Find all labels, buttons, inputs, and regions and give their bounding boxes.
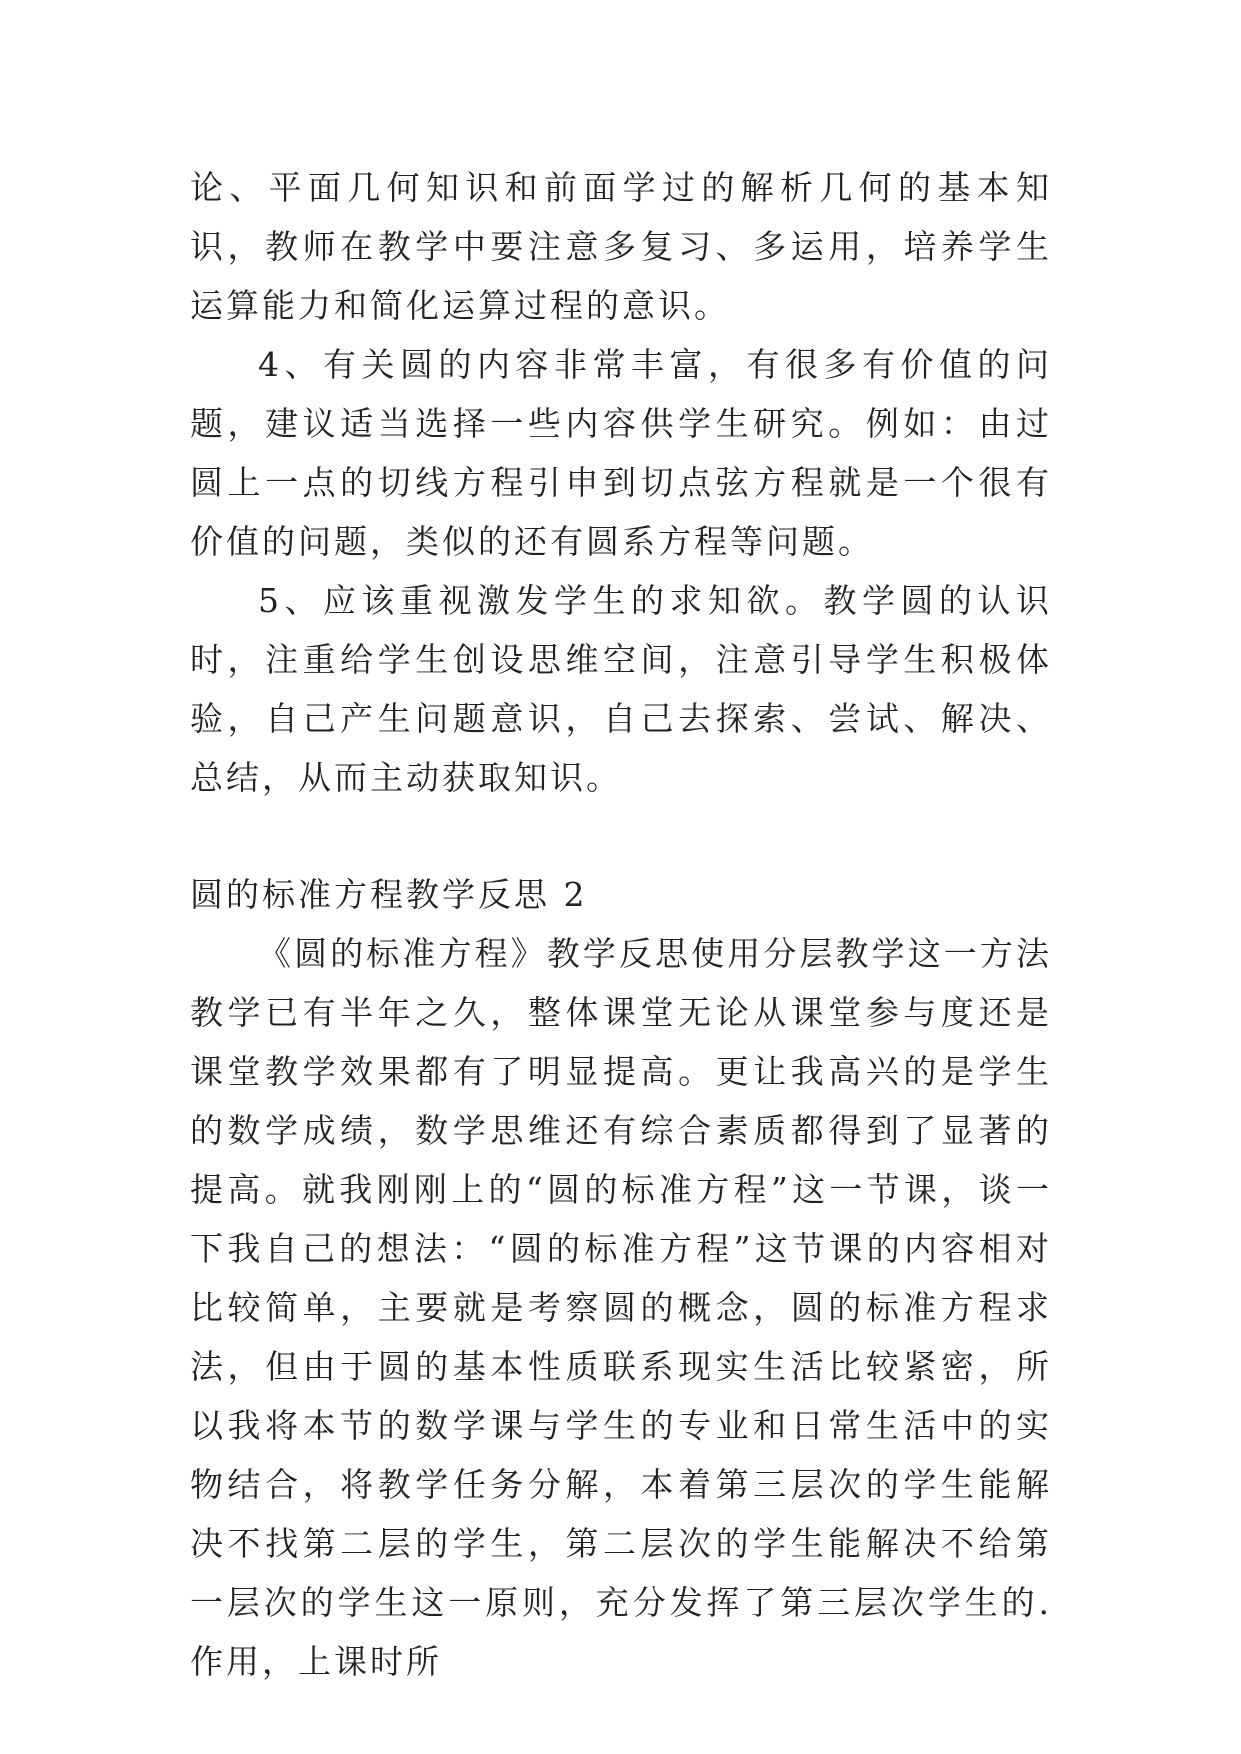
paragraph-reflection-2: 《圆的标准方程》教学反思使用分层教学这一方法教学已有半年之久，整体课堂无论从课堂参与度还是课堂教学效果都有了明显提高。更让我高兴的是学生的数学成绩，数学思维还有综合素质都得到了显著的提高。就我刚刚上的“圆的标准方程”这一节课，谈一下我自己的想法：“圆的标准方程”这节课的内容相对比较简单，主要就是考察圆的概念，圆的标准方程求法，但由于圆的基本性质联系现实生活比较紧密，所以我将本节的数学课与学生的专业和日常生活中的实物结合，将教学任务分解，本着第三层次的学生能解决不找第二层的学生，第二层次的学生能解决不给第一层次的学生这一原则，充分发挥了第三层次学生的.作用，上课时所 xyxy=(190,934,1052,1681)
paragraph-continuation: 论、平面几何知识和前面学过的解析几何的基本知识，教师在教学中要注意多复习、多运用，培养学生运算能力和简化运算过程的意识。 xyxy=(190,168,1052,325)
section-heading: 圆的标准方程教学反思 2 xyxy=(190,875,588,914)
paragraph-point-4: 4、有关圆的内容非常丰富，有很多有价值的问题，建议适当选择一些内容供学生研究。例如：由过圆上一点的切线方程引申到切点弦方程就是一个很有价值的问题，类似的还有圆系方程等问题。 xyxy=(190,345,1052,561)
document-body xyxy=(190,158,1052,1691)
paragraph-point-5: 5、应该重视激发学生的求知欲。教学圆的认识时，注重给学生创设思维空间，注意引导学生积极体验，自己产生问题意识，自己去探索、尝试、解决、总结，从而主动获取知识。 xyxy=(190,581,1052,797)
